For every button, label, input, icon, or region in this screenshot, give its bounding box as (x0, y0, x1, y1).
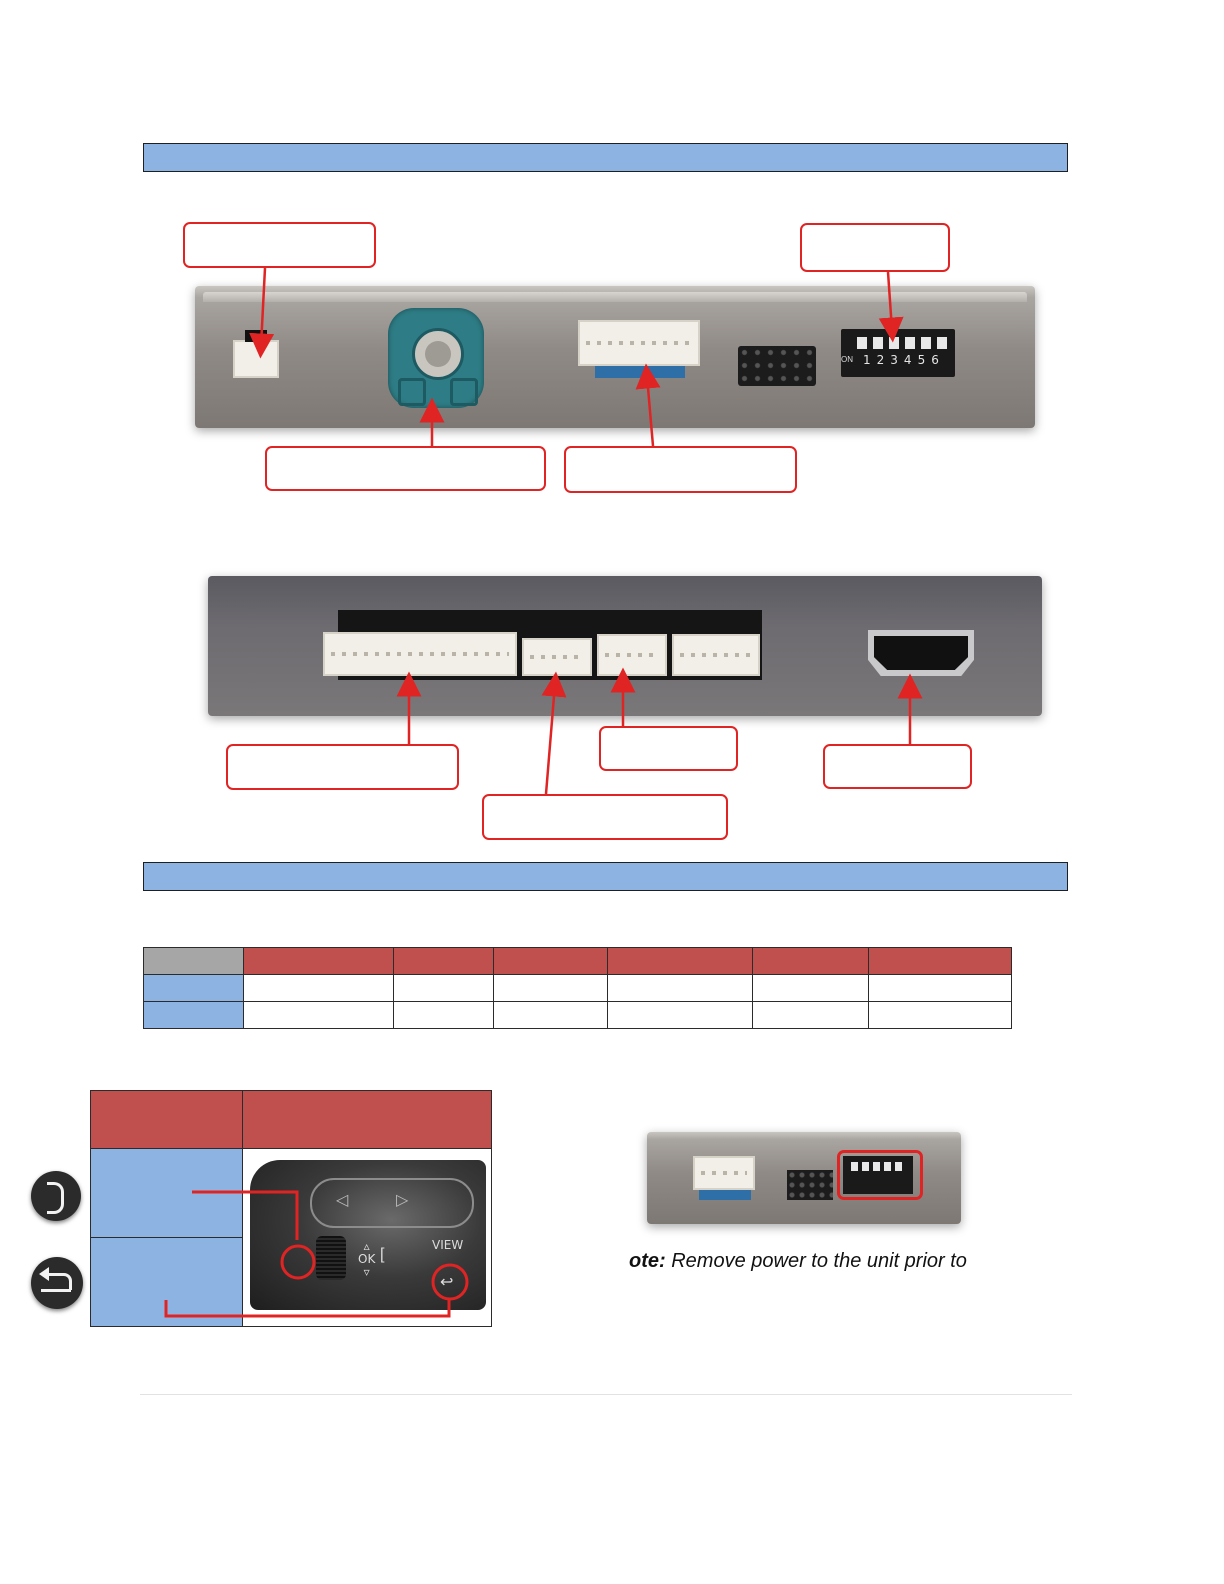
dip-number-3: 3 (890, 353, 904, 367)
right-arrow-icon: ▷ (396, 1192, 409, 1209)
dip-table-row (144, 1002, 1012, 1029)
button-highlight-lines (0, 1140, 500, 1340)
dip-on-label: ON (841, 355, 853, 364)
dip-number-2: 2 (876, 353, 891, 367)
back-button-icon (31, 1257, 83, 1309)
dip-number-5: 5 (917, 353, 932, 367)
dip-number-6: 6 (931, 353, 945, 367)
steering-wheel-photo: ◁ ▷ ▵ OK ▿ [ VIEW ↩ (250, 1160, 486, 1310)
footer-divider (140, 1394, 1072, 1395)
left-arrow-icon: ◁ (336, 1192, 349, 1209)
dip-table-header-row (144, 948, 1012, 975)
device-dip-switch-photo (647, 1132, 961, 1224)
dip-switch-table (143, 947, 1012, 1029)
dip-number-4: 4 (903, 353, 918, 367)
dip-table-row (144, 975, 1012, 1002)
ok-label: OK (358, 1252, 376, 1266)
dip-switch-highlight (837, 1150, 923, 1200)
view-label: VIEW (432, 1238, 464, 1252)
note-body: Remove power to the unit prior to (665, 1250, 967, 1272)
dip-number-1: 1 (863, 353, 877, 367)
note-text (629, 1250, 967, 1273)
voice-command-button-icon (31, 1171, 81, 1221)
back-icon-small: ↩ (440, 1274, 454, 1291)
note-prefix: ote: (629, 1250, 666, 1272)
settings-section-bar (143, 862, 1068, 891)
